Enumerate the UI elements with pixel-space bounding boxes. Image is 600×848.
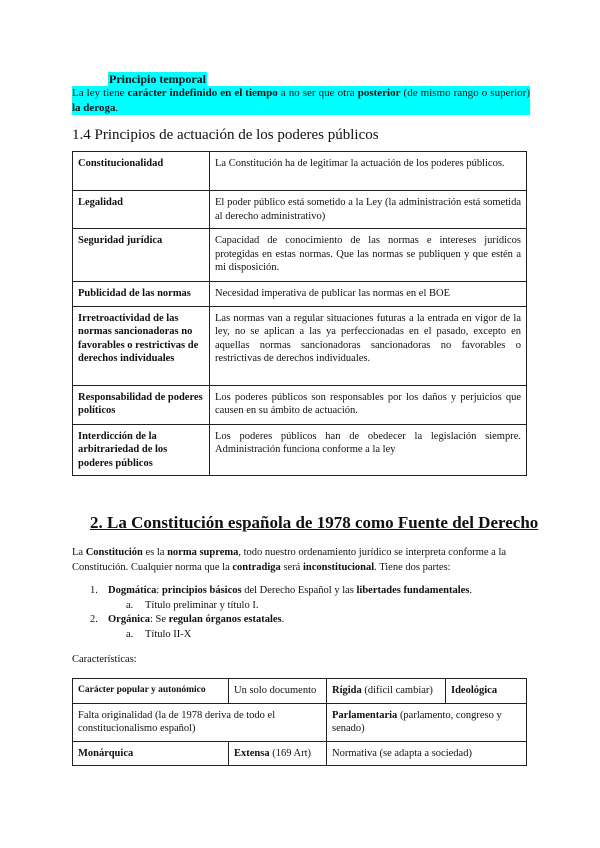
section-2-title: 2. La Constitución española de 1978 como Fuente del Derecho (90, 513, 539, 532)
characteristic-cell: Rígida (difícil cambiar) (327, 679, 446, 704)
principle-name: Responsabilidad de poderes políticos (73, 385, 210, 424)
principle-name: Seguridad jurídica (73, 229, 210, 282)
sub-list-marker: a. (126, 629, 134, 640)
table-row (73, 703, 527, 741)
principio-temporal-heading: Principio temporal (109, 72, 206, 86)
principle-description: La Constitución ha de legitimar la actuación de los poderes públicos. (210, 152, 527, 191)
list-item: Orgánica: Se regulan órganos estatales. (108, 614, 285, 625)
table-row (73, 306, 527, 385)
table-row (73, 152, 527, 191)
characteristic-cell: Un solo documento (229, 679, 327, 704)
principle-description: El poder público está sometido a la Ley (la administración está sometida al derecho administrativo) (210, 191, 527, 229)
table-row (73, 191, 527, 229)
list-item-number: 1. (90, 585, 98, 596)
principle-description: Los poderes públicos han de obedecer la legislación siempre. Administración funciona conforme a la ley (210, 424, 527, 476)
characteristic-cell: Falta originalidad (la de 1978 deriva de todo el constitucionalismo español) (73, 703, 327, 741)
principle-description: Los poderes públicos son responsables por los daños y perjuicios que causen en su ámbito de actuación. (210, 385, 527, 424)
table-row (73, 385, 527, 424)
principle-name: Irretroactividad de las normas sancionadoras no favorables o restrictivas de derechos individuales (73, 306, 210, 385)
characteristics-table (72, 678, 527, 766)
principle-description: Capacidad de conocimiento de las normas e intereses jurídicos protegidas en estas normas. Que las normas se publiquen y que estén a mi disposición. (210, 229, 527, 282)
table-row (73, 424, 527, 476)
principio-temporal-text: La ley tiene carácter indefinido en el tiempo a no ser que otra posterior (de mismo rango o superior) la deroga. (72, 87, 531, 114)
list-item: Dogmática: principios básicos del Derecho Español y las libertades fundamentales. (108, 585, 472, 596)
characteristic-cell: Ideológica (446, 679, 527, 704)
principle-description: Necesidad imperativa de publicar las normas en el BOE (210, 282, 527, 307)
sub-list-item: Título preliminar y título I. (145, 600, 259, 611)
sub-list-marker: a. (126, 600, 134, 611)
principle-name: Publicidad de las normas (73, 282, 210, 307)
table-row (73, 679, 527, 704)
table-row (73, 229, 527, 282)
characteristic-cell: Carácter popular y autonómico (73, 679, 229, 704)
characteristics-label: Características: (72, 654, 137, 665)
characteristic-cell: Monárquica (73, 741, 229, 766)
section-1-4-title: 1.4 Principios de actuación de los poderes públicos (72, 127, 379, 143)
principle-name: Legalidad (73, 191, 210, 229)
table-row (73, 282, 527, 307)
principle-name: Constitucionalidad (73, 152, 210, 191)
characteristic-cell: Normativa (se adapta a sociedad) (327, 741, 527, 766)
principle-name: Interdicción de la arbitrariedad de los poderes públicos (73, 424, 210, 476)
table-row (73, 741, 527, 766)
principles-table (72, 151, 527, 476)
sub-list-item: Título II-X (145, 629, 192, 640)
characteristic-cell: Extensa (169 Art) (229, 741, 327, 766)
section-2-intro: La Constitución es la norma suprema, todo nuestro ordenamiento jurídico se interpreta conforme a la Constitución. Cualquier norma que la contradiga será inconstitucional. Tiene dos partes: (72, 547, 507, 573)
list-item-number: 2. (90, 614, 98, 625)
characteristic-cell: Parlamentaria (parlamento, congreso y senado) (327, 703, 527, 741)
principle-description: Las normas van a regular situaciones futuras a la entrada en vigor de la ley, no se aplican a las ya perfeccionadas en el pasado, excepto en aquellas normas sancionadoras sancionadoras no favorables o restrictivas de derechos individuales. (210, 306, 527, 385)
